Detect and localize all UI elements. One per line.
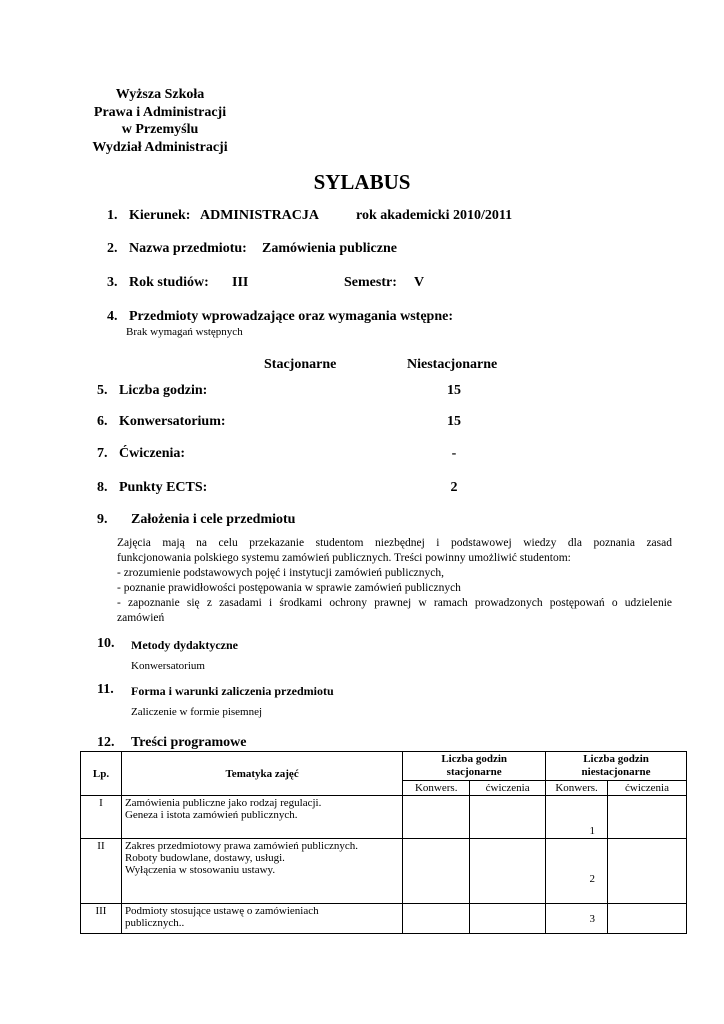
header-line: Liczba godzin [583,753,649,765]
item1-value: ADMINISTRACJA [200,208,320,223]
row-konwers-niestac: 3 [546,904,608,934]
description-line: funkcjonowania polskiego systemu zamówień publicznych. Treści powinny umożliwić studentom: [117,552,571,564]
row-lp: III [81,904,122,934]
header-stacjonarne-hours [403,752,546,781]
header-line: niestacjonarne [581,766,651,778]
item11-label: Forma i warunki zaliczenia przedmiotu [131,684,334,698]
topic-line: Geneza i istota zamówień publicznych. [124,809,298,821]
header-lp: Lp. [81,752,122,796]
institution-line: Prawa i Administracji [93,104,227,120]
table-row [81,904,687,934]
item8-value: 2 [450,480,458,495]
item10-label: Metody dydaktyczne [131,638,238,652]
item10-value: Konwersatorium [131,660,205,672]
item2-label: Nazwa przedmiotu: [129,241,247,256]
row-cwiczenia-niestac [608,796,687,839]
item8-number: 8. [97,480,108,495]
item2-value: Zamówienia publiczne [262,241,397,256]
row-konwers-stac [403,904,470,934]
item1-label: Kierunek: [129,208,191,223]
semester-label: Semestr: [344,275,397,290]
institution-header [80,86,240,156]
description-line: - zapoznanie się z zasadami i środkami ochrony prawnej w ramach prowadzonych postępowań o udzielenie [117,597,672,609]
topic-line: Zamówienia publiczne jako rodzaj regulacji. [124,797,322,809]
institution-line: w Przemyślu [121,122,199,137]
subheader-cwiczenia: ćwiczenia [608,781,687,796]
item5-number: 5. [97,383,108,398]
topic-line: Roboty budowlane, dostawy, usługi. [124,852,285,864]
row-lp: I [81,796,122,839]
item11-number: 11. [97,682,114,697]
row-konwers-niestac: 2 [546,839,608,904]
item4-note: Brak wymagań wstępnych [126,326,243,338]
row-topic [121,839,402,904]
item1-academic-year: rok akademicki 2010/2011 [356,208,513,223]
topic-line: Podmioty stosujące ustawę o zamówieniach [124,905,319,917]
item6-number: 6. [97,414,108,429]
item10-number: 10. [97,636,115,651]
item3-value: III [232,275,249,290]
item9-number: 9. [97,512,108,527]
item7-label: Ćwiczenia: [119,446,186,461]
row-konwers-niestac: 1 [546,796,608,839]
topic-line: publicznych.. [124,917,185,929]
item3-label: Rok studiów: [129,275,209,290]
item1-number: 1. [107,208,118,223]
item4-number: 4. [107,309,118,324]
row-cwiczenia-stac [470,839,546,904]
row-konwers-stac [403,796,470,839]
subheader-cwiczenia: ćwiczenia [470,781,546,796]
program-table [80,751,687,934]
item5-label: Liczba godzin: [119,383,208,398]
item6-value: 15 [447,414,461,429]
table-header-row [81,752,687,781]
header-topic: Tematyka zajęć [121,752,402,796]
item3-number: 3. [107,275,118,290]
item12-number: 12. [97,735,115,750]
description-line: zamówień [117,612,165,624]
row-cwiczenia-stac [470,904,546,934]
item7-value: - [451,446,457,461]
row-topic [121,796,402,839]
document-title: SYLABUS [313,170,411,194]
subheader-konwers: Konwers. [403,781,470,796]
description-line: - poznanie prawidłowości postępowania w sprawie zamówień publicznych [117,582,461,594]
institution-line: Wydział Administracji [92,139,228,155]
item2-number: 2. [107,241,118,256]
table-row [81,839,687,904]
subheader-konwers: Konwers. [546,781,608,796]
header-line: Liczba godzin [441,753,508,765]
row-lp: II [81,839,122,904]
item9-label: Założenia i cele przedmiotu [131,512,296,527]
item12-label: Treści programowe [131,735,247,750]
description-line: Zajęcia mają na celu przekazanie studentom niezbędnej i podstawowej wiedzy dla poznania zasad [117,537,672,549]
item6-label: Konwersatorium: [119,414,226,429]
topic-line: Wyłączenia w stosowaniu ustawy. [124,864,276,876]
item11-value: Zaliczenie w formie pisemnej [131,706,263,718]
item8-label: Punkty ECTS: [119,480,208,495]
item4-label: Przedmioty wprowadzające oraz wymagania wstępne: [129,309,454,324]
institution-line: Wyższa Szkoła [115,87,205,102]
description-line: - zrozumienie podstawowych pojęć i instytucji zamówień publicznych, [117,567,445,579]
header-niestacjonarne: Niestacjonarne [407,357,498,372]
item7-number: 7. [97,446,108,461]
row-cwiczenia-niestac [608,839,687,904]
row-topic [121,904,402,934]
header-niestacjonarne-hours [546,752,687,781]
header-line: stacjonarne [446,766,502,778]
item9-description [117,536,672,626]
header-stacjonarne: Stacjonarne [264,357,337,372]
table-row [81,796,687,839]
item5-value: 15 [447,383,461,398]
row-konwers-stac [403,839,470,904]
semester-value: V [414,275,425,290]
topic-line: Zakres przedmiotowy prawa zamówień publicznych. [124,840,358,852]
row-cwiczenia-niestac [608,904,687,934]
row-cwiczenia-stac [470,796,546,839]
